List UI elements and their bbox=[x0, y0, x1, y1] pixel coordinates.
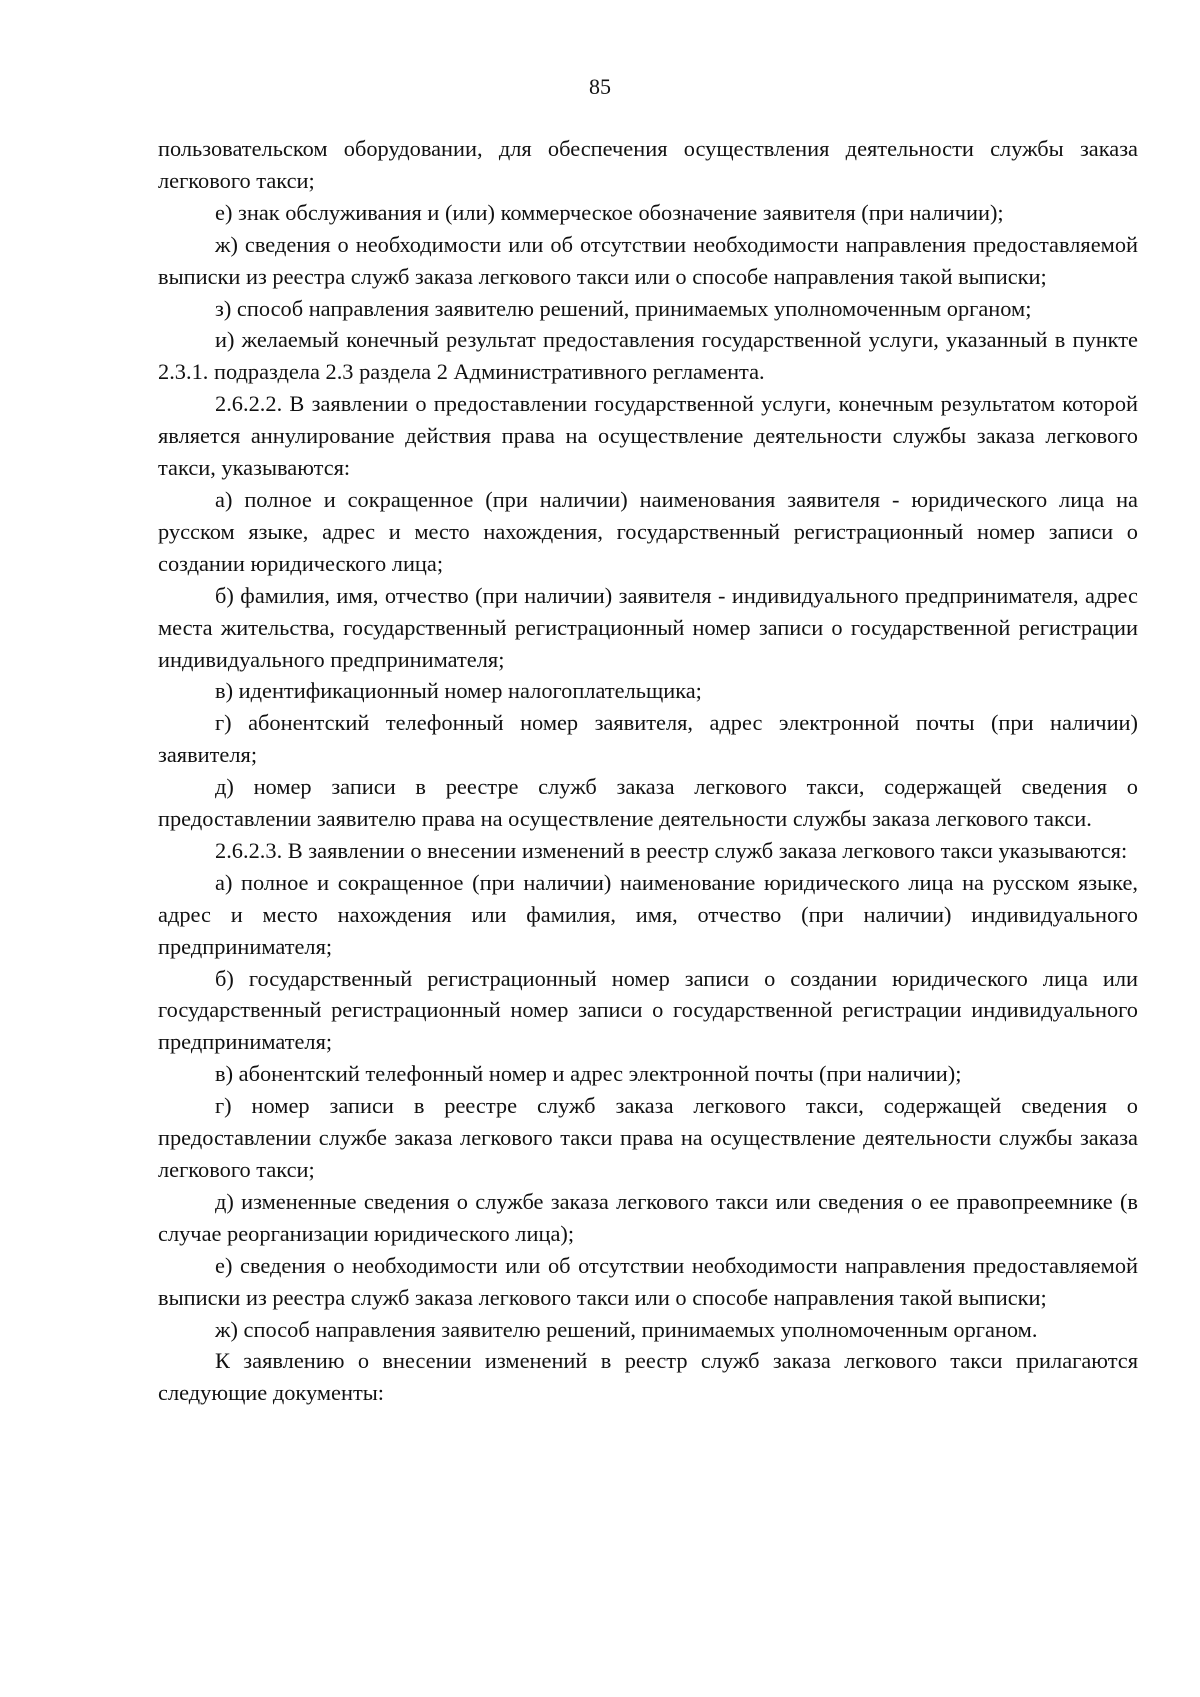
paragraph: д) измененные сведения о службе заказа легкового такси или сведения о ее правопреемнике (в случае реорганизации юридического лица); bbox=[158, 1188, 1138, 1246]
paragraph: в) идентификационный номер налогоплательщика; bbox=[215, 678, 702, 704]
paragraph: б) государственный регистрационный номер записи о создании юридического лица или государственный регистрационный номер записи о государственной регистрации индивидуального предпринимателя; bbox=[158, 965, 1138, 1055]
paragraph: 2.6.2.3. В заявлении о внесении изменений в реестр служб заказа легкового такси указываются: bbox=[215, 837, 1128, 863]
paragraph: г) номер записи в реестре служб заказа легкового такси, содержащей сведения о предоставлении службе заказа легкового такси права на осуществление деятельности службы заказа легкового такси; bbox=[158, 1093, 1138, 1182]
paragraph: а) полное и сокращенное (при наличии) наименование юридического лица на русском языке, адрес и место нахождения или фамилия, имя, отчество (при наличии) индивидуального предпринимателя; bbox=[158, 869, 1138, 959]
paragraph: з) способ направления заявителю решений, принимаемых уполномоченным органом; bbox=[215, 295, 1032, 321]
paragraph: в) абонентский телефонный номер и адрес электронной почты (при наличии); bbox=[215, 1061, 962, 1087]
paragraph: е) сведения о необходимости или об отсутствии необходимости направления предоставляемой выписки из реестра служб заказа легкового такси или о способе направления такой выписки; bbox=[158, 1252, 1138, 1310]
paragraph: а) полное и сокращенное (при наличии) наименования заявителя - юридического лица на русском языке, адрес и место нахождения, государственный регистрационный номер записи о создании юридического лица; bbox=[158, 486, 1138, 576]
paragraph: г) абонентский телефонный номер заявителя, адрес электронной почты (при наличии) заявителя; bbox=[158, 710, 1138, 768]
paragraph: ж) способ направления заявителю решений, принимаемых уполномоченным органом. bbox=[215, 1316, 1038, 1342]
paragraph: е) знак обслуживания и (или) коммерческое обозначение заявителя (при наличии); bbox=[215, 199, 1004, 225]
paragraph: пользовательском оборудовании, для обеспечения осуществления деятельности службы заказа легкового такси; bbox=[158, 136, 1138, 193]
page-number: 85 bbox=[589, 74, 611, 99]
paragraph: и) желаемый конечный результат предоставления государственной услуги, указанный в пункте 2.3.1. подраздела 2.3 раздела 2 Административного регламента. bbox=[158, 327, 1138, 385]
paragraph: 2.6.2.2. В заявлении о предоставлении государственной услуги, конечным результатом которой является аннулирование действия права на осуществление деятельности службы заказа легкового такси, указываются: bbox=[158, 391, 1138, 481]
paragraph: б) фамилия, имя, отчество (при наличии) заявителя - индивидуального предпринимателя, адрес места жительства, государственный регистрационный номер записи о государственной регистрации индивидуального предпринимателя; bbox=[158, 582, 1138, 672]
paragraph: ж) сведения о необходимости или об отсутствии необходимости направления предоставляемой выписки из реестра служб заказа легкового такси или о способе направления такой выписки; bbox=[158, 231, 1138, 289]
paragraph: К заявлению о внесении изменений в реестр служб заказа легкового такси прилагаются следующие документы: bbox=[158, 1348, 1138, 1406]
paragraph: д) номер записи в реестре служб заказа легкового такси, содержащей сведения о предоставлении заявителю права на осуществление деятельности службы заказа легкового такси. bbox=[158, 774, 1138, 832]
document-body bbox=[158, 133, 1138, 1409]
